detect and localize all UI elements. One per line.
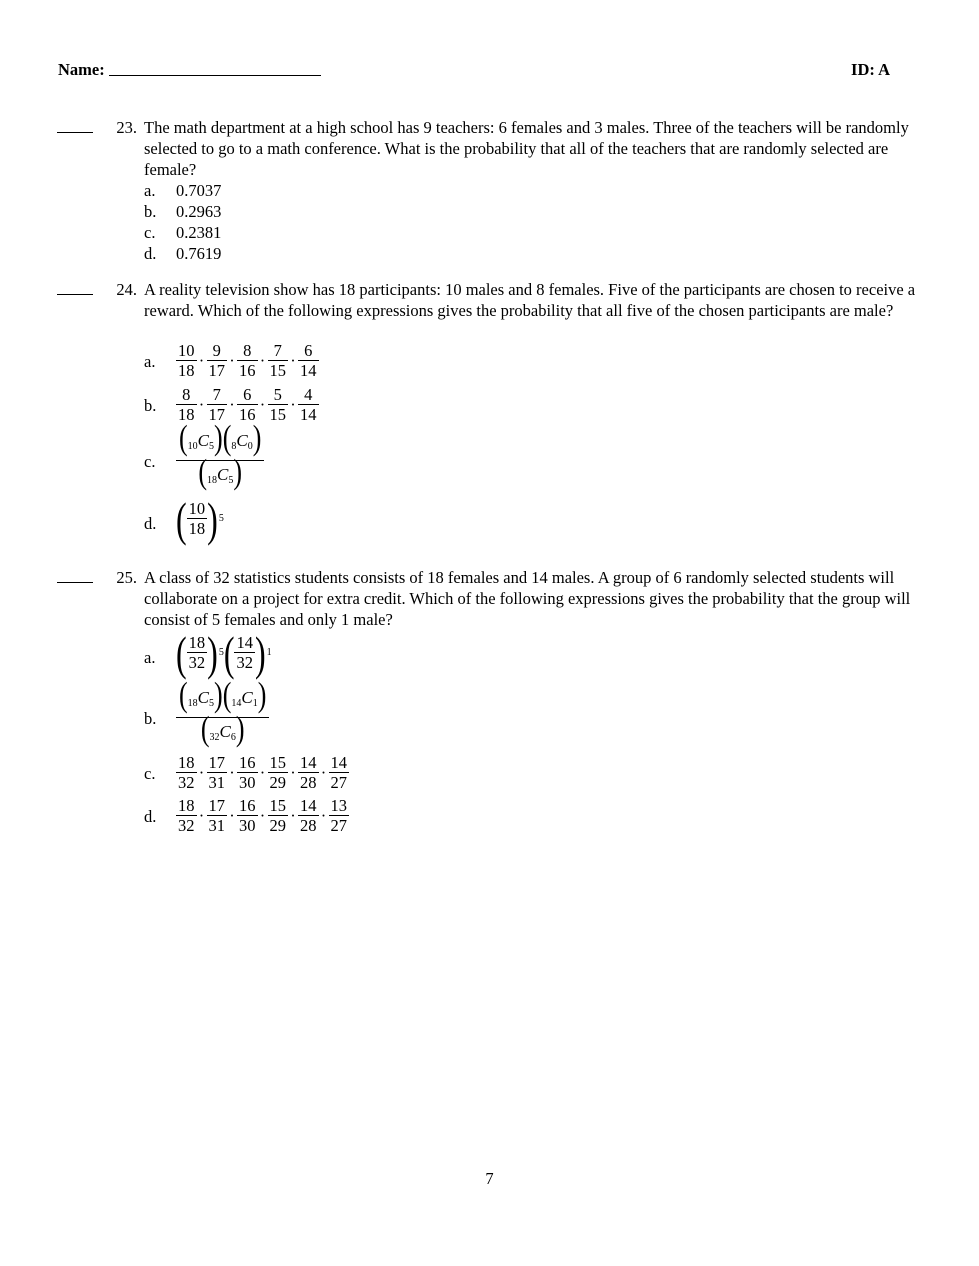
numerator: 16 <box>239 796 256 815</box>
numerator: 9 <box>212 341 221 360</box>
denominator: 30 <box>239 773 256 792</box>
numerator: 18 <box>178 753 195 772</box>
fraction <box>268 753 289 792</box>
denominator: 31 <box>208 816 225 835</box>
page-header <box>58 59 890 81</box>
choice-letter: d. <box>144 244 157 263</box>
denominator: 28 <box>300 816 317 835</box>
question-number: 24. <box>116 280 137 299</box>
numerator: 6 <box>304 341 313 360</box>
combination-ratio <box>176 674 269 751</box>
choice-letter: a. <box>144 181 156 200</box>
denominator: 32 <box>188 653 206 672</box>
denominator: 16 <box>239 361 256 380</box>
fraction <box>234 633 255 672</box>
power-expression: ( $\frac{10}{18}$ ) 5 <box>176 491 224 546</box>
choice-value: 0.2963 <box>176 202 222 221</box>
denominator: 28 <box>300 773 317 792</box>
fraction <box>329 753 350 792</box>
fraction <box>207 341 228 380</box>
choice-value: 0.7619 <box>176 244 222 263</box>
combination-ratio <box>176 417 264 494</box>
name-blank-line[interactable] <box>109 60 321 76</box>
fraction-product: $\frac{18}{32}$ · $\frac{17}{31}$ · $\frac{16}{30}$ · $\frac{15}{29}$ · $\frac{14}{28}$ · $\frac{14}{27}$ <box>178 753 347 792</box>
choice-letter: b. <box>144 709 157 728</box>
fraction: $\frac{(_{18}C_5)(_{14}C_1)}{(_{32}C_6)}$ <box>176 684 269 751</box>
denominator: 14 <box>300 405 317 424</box>
numerator: 10 <box>188 499 206 518</box>
numerator: 14 <box>236 633 253 652</box>
name-label: Name: <box>58 60 105 79</box>
name-field <box>58 59 321 80</box>
answer-blank[interactable] <box>57 117 93 133</box>
fraction <box>298 385 319 424</box>
choice-letter: a. <box>144 352 156 371</box>
denominator: 31 <box>208 773 225 792</box>
numerator: 5 <box>273 385 282 404</box>
choice-value: 0.2381 <box>176 223 222 242</box>
denominator: 16 <box>239 405 256 424</box>
denominator: 30 <box>239 816 256 835</box>
fraction <box>207 753 228 792</box>
fraction <box>237 796 258 835</box>
denominator: 32 <box>236 653 253 672</box>
choice-letter: c. <box>144 764 156 783</box>
fraction <box>298 753 319 792</box>
denominator: 29 <box>269 816 286 835</box>
numerator: 14 <box>330 753 347 772</box>
fraction <box>268 385 289 424</box>
fraction <box>176 341 197 380</box>
numerator: 15 <box>269 753 286 772</box>
page-number: 7 <box>485 1169 494 1188</box>
fraction <box>298 341 319 380</box>
numerator: 13 <box>330 796 347 815</box>
fraction <box>237 341 258 380</box>
denominator: 17 <box>208 361 225 380</box>
denominator: 32 <box>178 816 195 835</box>
numerator: 10 <box>178 341 195 360</box>
fraction-product: $\frac{18}{32}$ · $\frac{17}{31}$ · $\frac{16}{30}$ · $\frac{15}{29}$ · $\frac{14}{28}$ · $\frac{13}{27}$ <box>178 796 347 835</box>
numerator: 4 <box>304 385 313 404</box>
numerator: 8 <box>243 341 252 360</box>
choice-value: 0.7037 <box>176 181 222 200</box>
denominator: 18 <box>188 519 206 538</box>
choice-letter: d. <box>144 514 157 533</box>
fraction-product: $\frac{8}{18}$ · $\frac{7}{17}$ · $\frac{6}{16}$ · $\frac{5}{15}$ · $\frac{4}{14}$ <box>178 385 317 424</box>
fraction <box>187 633 208 672</box>
question-stem: A class of 32 statistics students consists of 18 females and 14 males. A group of 6 randomly selected students will collaborate on a project for extra credit. Which of the following expressions gives the probability that the group will consist of 5 females and only 1 male? <box>144 568 911 629</box>
numerator: 14 <box>300 796 317 815</box>
choice-letter: c. <box>144 452 156 471</box>
numerator: 17 <box>208 753 225 772</box>
numerator: 18 <box>188 633 206 652</box>
question-number: 23. <box>116 118 137 137</box>
choice-letter: d. <box>144 807 157 826</box>
numerator: 18 <box>178 796 195 815</box>
denominator: 32 <box>178 773 195 792</box>
denominator: 17 <box>208 405 225 424</box>
denominator: 15 <box>269 405 286 424</box>
choice-letter: b. <box>144 396 157 415</box>
fraction <box>329 796 350 835</box>
id-label: ID: A <box>851 60 890 79</box>
answer-blank[interactable] <box>57 567 93 583</box>
fraction-product: $\frac{10}{18}$ · $\frac{9}{17}$ · $\frac{8}{16}$ · $\frac{7}{15}$ · $\frac{6}{14}$ <box>178 341 317 380</box>
fraction <box>176 796 197 835</box>
question-stem: The math department at a high school has 9 teachers: 6 females and 3 males. Three of the teachers will be randomly selected to go to a math conference. What is the probability that all of the teachers that are randomly selected are female? <box>144 118 909 179</box>
choice-letter: a. <box>144 648 156 667</box>
choice-letter: b. <box>144 202 157 221</box>
fraction <box>237 753 258 792</box>
choice-letter: c. <box>144 223 156 242</box>
numerator: 15 <box>269 796 286 815</box>
numerator: 17 <box>208 796 225 815</box>
exponent: 5 <box>218 647 224 658</box>
denominator: 14 <box>300 361 317 380</box>
numerator: 6 <box>243 385 252 404</box>
denominator: 15 <box>269 361 286 380</box>
numerator: 16 <box>239 753 256 772</box>
fraction <box>207 796 228 835</box>
fraction: $\frac{(_{10}C_5)(_8C_0)}{(_{18}C_5)}$ <box>176 427 264 494</box>
numerator: 7 <box>212 385 221 404</box>
fraction <box>187 499 208 538</box>
question-number: 25. <box>116 568 137 587</box>
fraction <box>298 796 319 835</box>
fraction <box>268 341 289 380</box>
denominator: 18 <box>178 405 195 424</box>
denominator: 29 <box>269 773 286 792</box>
numerator: 14 <box>300 753 317 772</box>
denominator: 18 <box>178 361 195 380</box>
denominator: 27 <box>330 773 347 792</box>
numerator: 8 <box>182 385 191 404</box>
exponent: 1 <box>266 647 272 658</box>
fraction <box>176 753 197 792</box>
exponent: 5 <box>218 513 224 524</box>
numerator: 7 <box>273 341 282 360</box>
power-expression: ( $\frac{18}{32}$ ) 5 ( $\frac{14}{32}$ ) 1 <box>176 625 272 680</box>
question-stem: A reality television show has 18 participants: 10 males and 8 females. Five of the participants are chosen to receive a reward. Which of the following expressions gives the probability that all five of the chosen participants are male? <box>144 280 916 320</box>
answer-blank[interactable] <box>57 279 93 295</box>
fraction <box>268 796 289 835</box>
denominator: 27 <box>330 816 347 835</box>
